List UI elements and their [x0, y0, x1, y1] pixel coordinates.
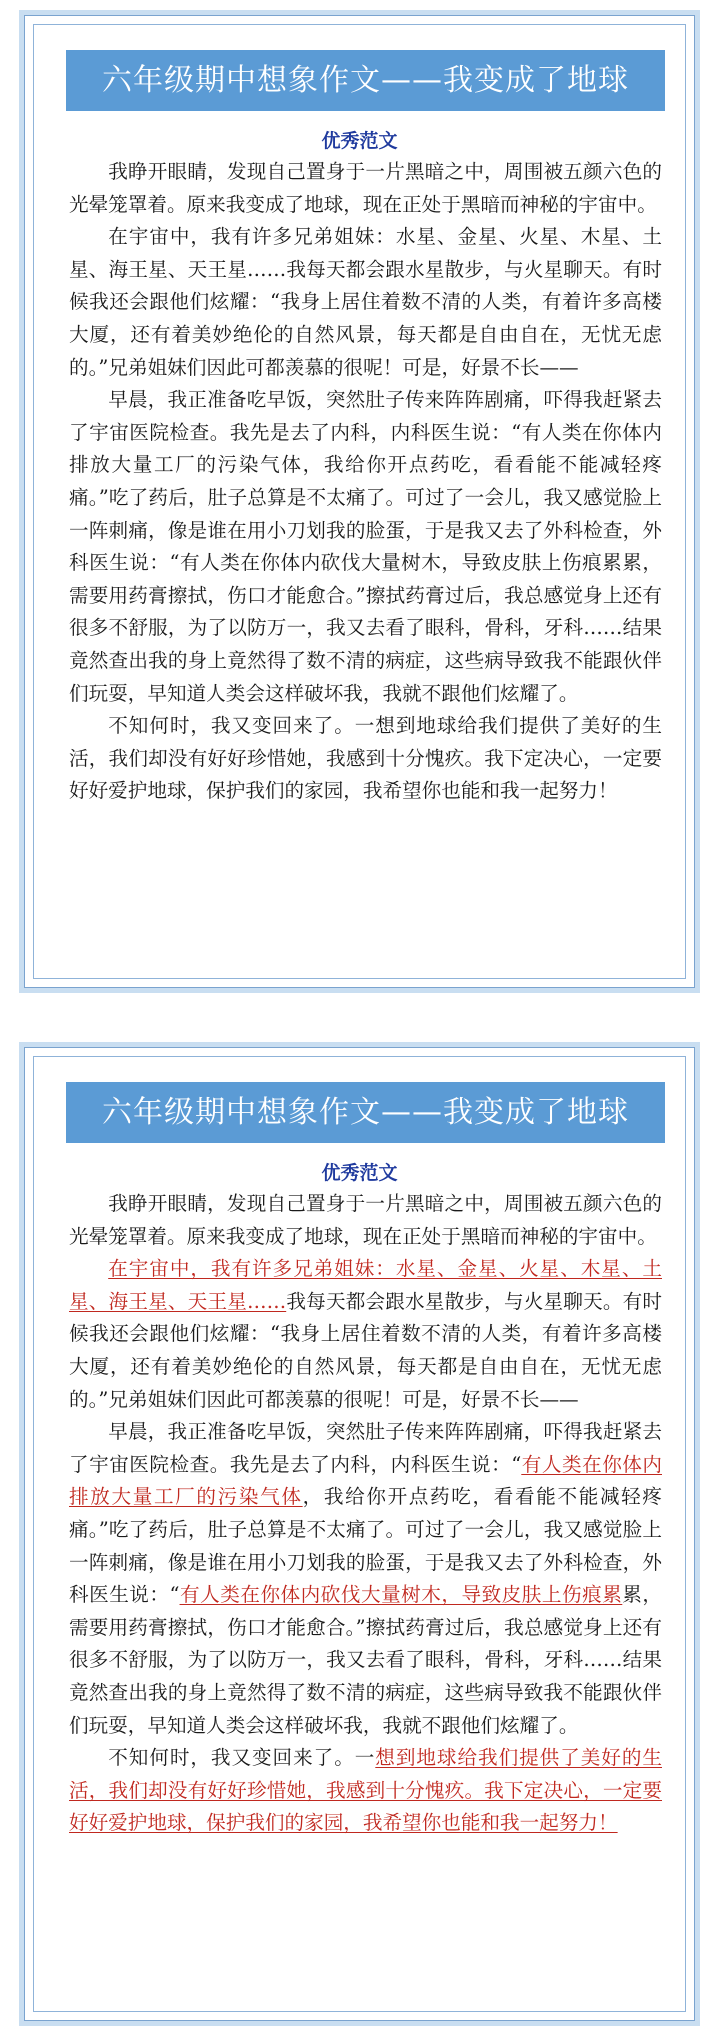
- paragraph-text: 我每天都会跟水星散步，与火星聊天。有时候我还会跟他们炫耀：“我身上居住着数不清的人类，有着许多高楼大厦，还有着美妙绝伦的自然风景，每天都是自由自在，无忧无虑的。”兄弟姐妹们因此可都羡慕的很呢！可是，好景不长——: [69, 1289, 663, 1411]
- paragraph-text: 早晨，我正准备吃早饭，突然肚子传来阵阵剧痛，吓得我赶紧去了宇宙医院检查。我先是去了内科，内科医生说：“: [69, 1420, 662, 1476]
- paragraph-text: 我睁开眼睛，发现自己置身于一片黑暗之中，周围被五颜六色的光晕笼罩着。原来我变成了地球，现在正处于黑暗而神秘的宇宙中。: [69, 1192, 662, 1248]
- paragraph-text: 不知何时，我又变回来了。一想到地球给我们提供了美好的生活，我们却没有好好珍惜她，我感到十分愧疚。我下定决心，一定要好好爱护地球，保护我们的家园，我希望你也能和我一起努力！: [69, 714, 662, 803]
- paragraph-text: 累，需要用药膏擦拭，伤口才能愈合。”擦拭药膏过后，我总感觉身上还有很多不舒服，为了以防万一，我又去看了眼科，骨科，牙科……结果竟然查出我的身上竟然得了数不清的病症，这些病导致我不能跟伙伴们玩耍，早知道人类会这样破坏我，我就不跟他们炫耀了。: [69, 1583, 662, 1737]
- essay-card-annotated: [19, 1042, 700, 2026]
- highlighted-sentence: 有人类在你体内排放大量工厂的污染气体: [69, 1452, 662, 1509]
- essay-title: 六年级期中想象作文——我变成了地球: [66, 1082, 665, 1143]
- paragraph-text: 早晨，我正准备吃早饭，突然肚子传来阵阵剧痛，吓得我赶紧去了宇宙医院检查。我先是去了内科，内科医生说：“有人类在你体内排放大量工厂的污染气体，我给你开点药吃，看看能不能减轻疼痛。”吃了药后，肚子总算是不太痛了。可过了一会儿，我又感觉脸上一阵刺痛，像是谁在用小刀划我的脸蛋，于是我又去了外科检查，外科医生说：“有人类在你体内砍伐大量树木，导致皮肤上伤痕累累，需要用药膏擦拭，伤口才能愈合。”擦拭药膏过后，我总感觉身上还有很多不舒服，为了以防万一，我又去看了眼科，骨科，牙科……结果竟然查出我的身上竟然得了数不清的病症，这些病导致我不能跟伙伴们玩耍，早知道人类会这样破坏我，我就不跟他们炫耀了。: [69, 388, 662, 705]
- essay-paragraph: [69, 156, 662, 221]
- paragraph-text: ，我给你开点药吃，看看能不能减轻疼痛。”吃了药后，肚子总算是不太痛了。可过了一会儿，我又感觉脸上一阵刺痛，像是谁在用小刀划我的脸蛋，于是我又去了外科检查，外科医生说：“: [69, 1485, 663, 1607]
- highlighted-sentence: 在宇宙中，我有许多兄弟姐妹：水星、金星、火星、木星、土星、海王星、天王星……: [69, 1257, 662, 1313]
- paragraph-text: 在宇宙中，我有许多兄弟姐妹：水星、金星、火星、木星、土星、海王星、天王星……我每天都会跟水星散步，与火星聊天。有时候我还会跟他们炫耀：“我身上居住着数不清的人类，有着许多高楼大厦，还有着美妙绝伦的自然风景，每天都是自由自在，无忧无虑的。”兄弟姐妹们因此可都羡慕的很呢！可是，好景不长——: [69, 225, 662, 379]
- essay-body: [69, 1188, 662, 1840]
- essay-card-plain: [19, 10, 700, 993]
- essay-paragraph: [69, 221, 662, 384]
- essay-paragraph: [69, 1253, 662, 1416]
- highlighted-sentence: 有人类在你体内砍伐大量树木，导致皮肤上伤痕累: [179, 1583, 623, 1607]
- essay-paragraph: [69, 384, 662, 710]
- essay-paragraph: [69, 1416, 662, 1742]
- paragraph-text: 我睁开眼睛，发现自己置身于一片黑暗之中，周围被五颜六色的光晕笼罩着。原来我变成了地球，现在正处于黑暗而神秘的宇宙中。: [69, 160, 662, 216]
- paragraph-text: 不知何时，我又变回来了。一: [108, 1746, 376, 1770]
- highlighted-sentence: 想到地球给我们提供了美好的生活，我们却没有好好珍惜她，我感到十分愧疚。我下定决心，一定要好好爱护地球，保护我们的家园，我希望你也能和我一起努力！: [69, 1746, 662, 1835]
- essay-title: 六年级期中想象作文——我变成了地球: [66, 50, 665, 111]
- essay-body: [69, 156, 662, 808]
- essay-paragraph: [69, 1188, 662, 1253]
- essay-paragraph: [69, 710, 662, 808]
- essay-subtitle: 优秀范文: [321, 130, 398, 152]
- essay-subtitle: 优秀范文: [321, 1162, 398, 1184]
- essay-paragraph: [69, 1742, 662, 1840]
